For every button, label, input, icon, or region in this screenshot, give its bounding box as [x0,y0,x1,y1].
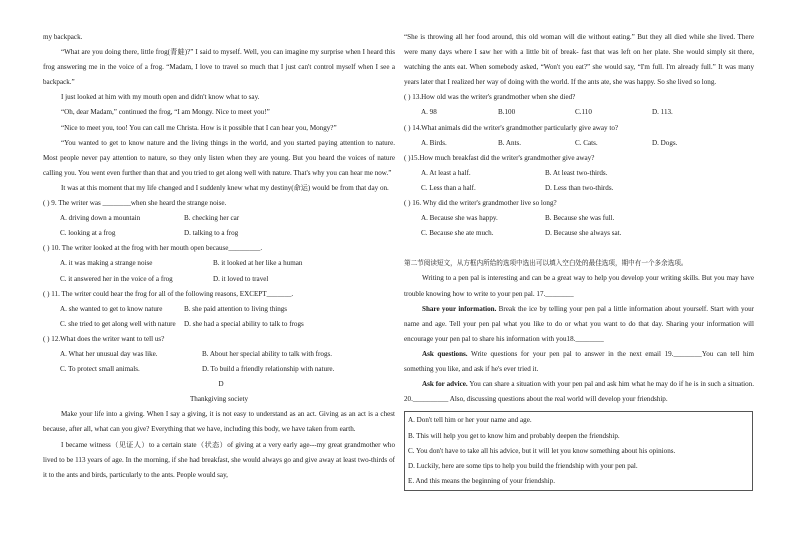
paragraph: I became witness（见证人）to a certain state（状态）of giving at a very early age---my great grandmother who lived to be 113 years of age. In the morning, if she had breakfast, she would always go and give away at least two-thirds of it to the ants and birds, particularly to the ants. People would say, [43,440,395,479]
option-14b: B. Ants. [498,138,522,147]
option-12a: A. What her unusual day was like. [60,349,158,358]
box-option-d: D. Luckily, here are some tips to help you build the friendship with your pen pal. [408,462,638,471]
option-10c: C. it answered her in the voice of a frog [60,274,173,283]
heading-share: Share your information. [422,304,497,313]
paragraph: It was at this moment that my life changed and I suddenly knew what my destiny(命运) would be from that day on. [61,183,389,192]
paragraph-text: Write questions for your pen pal to answer in the next email 19.________You can tell him something you like, and ask if he's ever tried it. [404,349,755,373]
paragraph: Writing to a pen pal is interesting and can be a great way to help you develop your writing skills. But you may have trouble knowing how to write to your pen pal. 17.________ [404,274,754,298]
paragraph-text: You can share a situation with your pen pal and ask him what he may do if he is in such a situation. 20.__________ Also, discussing questions about the real world will develop your friendship. [404,380,755,404]
question-12: ( ) 12.What does the writer want to tell us? [43,334,165,343]
option-11b: B. she paid attention to living things [184,304,288,313]
option-12c: C. To protect small animals. [60,365,140,374]
option-13b: B.100 [498,108,516,117]
option-12b: B. About her special ability to talk with frogs. [202,349,333,358]
option-9a: A. driving down a mountain [60,214,141,223]
option-14d: D. Dogs. [652,138,678,147]
option-15b: B. At least two-thirds. [545,168,608,177]
option-10b: B. it looked at her like a human [213,259,303,268]
option-14a: A. Birds. [421,138,447,147]
option-9d: D. talking to a frog [184,229,239,238]
paragraph: “You wanted to get to know nature and the living things in the world, and you started paying attention to nature. Most people never pay attention to nature, so they only listen when they are young. But you heard the voices of nature calling you. You went even further than that and you tried to get along well with nature. That's why you can hear me now.” [43,138,395,177]
option-11d: D. she had a special ability to talk to frogs [184,319,304,328]
heading-ask-advice: Ask for advice. [422,380,468,389]
option-9c: C. looking at a frog [60,229,116,238]
option-11c: C. she tried to get along well with nature [60,319,176,328]
box-option-e: E. And this means the beginning of your friendship. [408,477,555,486]
option-15a: A. At least a half. [421,168,471,177]
options-box [404,411,753,490]
question-15: ( )15.How much breakfast did the writer's grandmother give away? [404,153,595,162]
box-option-b: B. This will help you get to know him and probably deepen the friendship. [408,431,620,440]
right-column [404,30,754,491]
option-12d: D. To build a friendly relationship with nature. [202,365,335,374]
option-16a: A. Because she was happy. [421,214,498,223]
paragraph: my backpack. [43,33,83,41]
option-16b: B. Because she was full. [545,214,615,223]
heading-ask-questions: Ask questions. [422,349,468,358]
option-9b: B. checking her car [184,214,240,223]
box-option-c: C. You don't have to take all his advice, but it will let you know something about his opinions. [408,446,676,455]
paragraph: I just looked at him with my mouth open and didn't know what to say. [61,93,260,102]
option-14c: C. Cats. [575,138,598,147]
question-11: ( ) 11. The writer could hear the frog for all of the following reasons, EXCEPT_______. [43,289,294,298]
option-11a: A. she wanted to get to know nature [60,304,163,313]
paragraph: Make your life into a giving. When I say a giving, it is not easy to understand as an act. Giving as an act is a chest because, after all, what can you give? Everything that we have, including this body, we have taken from earth. [43,410,395,434]
paragraph: “Oh, dear Madam,” continued the frog, “I am Mongy. Nice to meet you!” [61,108,270,117]
question-9: ( ) 9. The writer was ________when she heard the strange noise. [43,199,227,208]
paragraph [404,377,754,407]
option-16c: C. Because she ate much. [421,229,494,238]
paragraph: “What are you doing there, little frog(青蛙)?” I said to myself. Well, you can imagine my surprise when I heard this frog answering me in the voice of a frog. “Madam, I love to travel so much that I just can't control myself when I see a backpack.” [43,48,395,87]
option-13a: A. 98 [421,108,437,117]
section-letter: D [218,380,224,389]
question-16: ( ) 16. Why did the writer's grandmother live so long? [404,199,557,208]
option-13c: C.110 [575,108,592,117]
question-10: ( ) 10. The writer looked at the frog with her mouth open because_________. [43,244,263,253]
paragraph [404,347,754,377]
option-10d: D. it loved to travel [213,274,269,283]
option-15d: D. Less than two-thirds. [545,183,614,192]
option-15c: C. Less than a half. [421,183,476,192]
paragraph-text: Break the ice by telling your pen pal a little information about yourself. Start with your name and age. Tell your pen pal what you like to do or what you want to do that day. Sharing your information will encourage your pen pal to share his information with you18.________ [404,304,755,343]
left-column [43,30,395,483]
option-16d: D. Because she always sat. [545,229,622,238]
option-13d: D. 113. [652,108,673,117]
question-13: ( ) 13.How old was the writer's grandmother when she died? [404,93,576,102]
paragraph: “She is throwing all her food around, this old woman will die without eating.” But they all died while she lived. There were many days where I saw her with a little bit of break- fast that was left on her plate. She would simply sit there, watching the ants eat. When somebody asked, “Won't you eat?” she would say, “I'm full. I'm already full.” It was many years later that I realized her way of doing with the world. If the ants ate, she was happy. So she lived so long. [404,33,754,87]
question-14: ( ) 14.What animals did the writer's grandmother particularly give away to? [404,123,619,132]
option-10a: A. it was making a strange noise [60,259,153,268]
passage-title: Thankgiving society [189,395,249,404]
box-option-a: A. Don't tell him or her your name and age. [408,416,532,425]
paragraph [404,302,754,347]
paragraph: “Nice to meet you, too! You can call me Christa. How is it possible that I can hear you, Mongy?” [61,123,337,132]
section2-title: 第二节阅读短文，从方框内所给的选项中选出可以填入空白处的最佳选项，期中有一个多余选项。 [404,259,688,268]
